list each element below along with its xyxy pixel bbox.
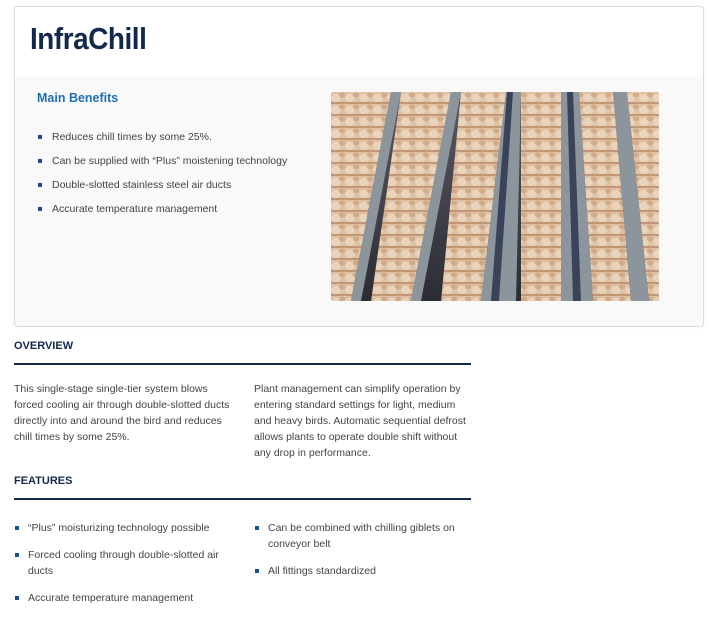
product-title: InfraChill xyxy=(30,21,147,56)
bullet-icon xyxy=(38,183,42,187)
feature-text: All fittings standardized xyxy=(268,565,376,577)
product-card xyxy=(14,6,704,327)
product-header xyxy=(15,7,703,77)
benefits-list xyxy=(37,131,287,227)
product-photo xyxy=(331,92,659,301)
feature-item xyxy=(254,520,464,552)
bullet-icon xyxy=(38,159,42,163)
feature-text: “Plus” moisturizing technology possible xyxy=(28,522,210,534)
benefit-text: Can be supplied with “Plus” moistening technology xyxy=(52,155,288,167)
bullet-icon xyxy=(38,207,42,211)
overview-right-text: Plant management can simplify operation by entering standard settings for light, medium and heavy birds. Automatic sequential defrost allows plants to operate double shift without any drop in performance. xyxy=(254,383,466,459)
benefit-item xyxy=(37,155,287,179)
feature-text: Forced cooling through double-slotted air ducts xyxy=(28,549,219,577)
features-divider xyxy=(14,498,471,500)
benefit-item xyxy=(37,179,287,203)
bullet-icon xyxy=(15,596,19,600)
feature-item xyxy=(14,590,224,606)
poultry-line-image xyxy=(331,92,659,301)
bullet-icon xyxy=(38,135,42,139)
bullet-icon xyxy=(15,553,19,557)
benefit-text: Accurate temperature management xyxy=(52,203,218,215)
feature-item xyxy=(14,547,224,579)
feature-item xyxy=(14,520,224,536)
overview-title: OVERVIEW xyxy=(14,340,74,352)
features-title: FEATURES xyxy=(14,475,73,487)
benefit-item xyxy=(37,131,287,155)
benefit-text: Reduces chill times by some 25%. xyxy=(52,131,212,143)
feature-text: Can be combined with chilling giblets on conveyor belt xyxy=(268,522,455,550)
bullet-icon xyxy=(255,569,259,573)
overview-left-text: This single-stage single-tier system blows forced cooling air through double-slotted ducts directly into and around the bird and reduces chill times by some 25%. xyxy=(14,383,230,443)
benefit-text: Double-slotted stainless steel air ducts xyxy=(52,179,232,191)
feature-text: Accurate temperature management xyxy=(28,592,194,604)
features-right-list xyxy=(254,520,464,590)
benefit-item xyxy=(37,203,287,227)
overview-divider xyxy=(14,363,471,365)
benefits-title: Main Benefits xyxy=(37,91,119,105)
bullet-icon xyxy=(255,526,259,530)
features-left-list xyxy=(14,520,224,617)
feature-item xyxy=(254,563,464,579)
bullet-icon xyxy=(15,526,19,530)
product-body xyxy=(15,76,703,326)
